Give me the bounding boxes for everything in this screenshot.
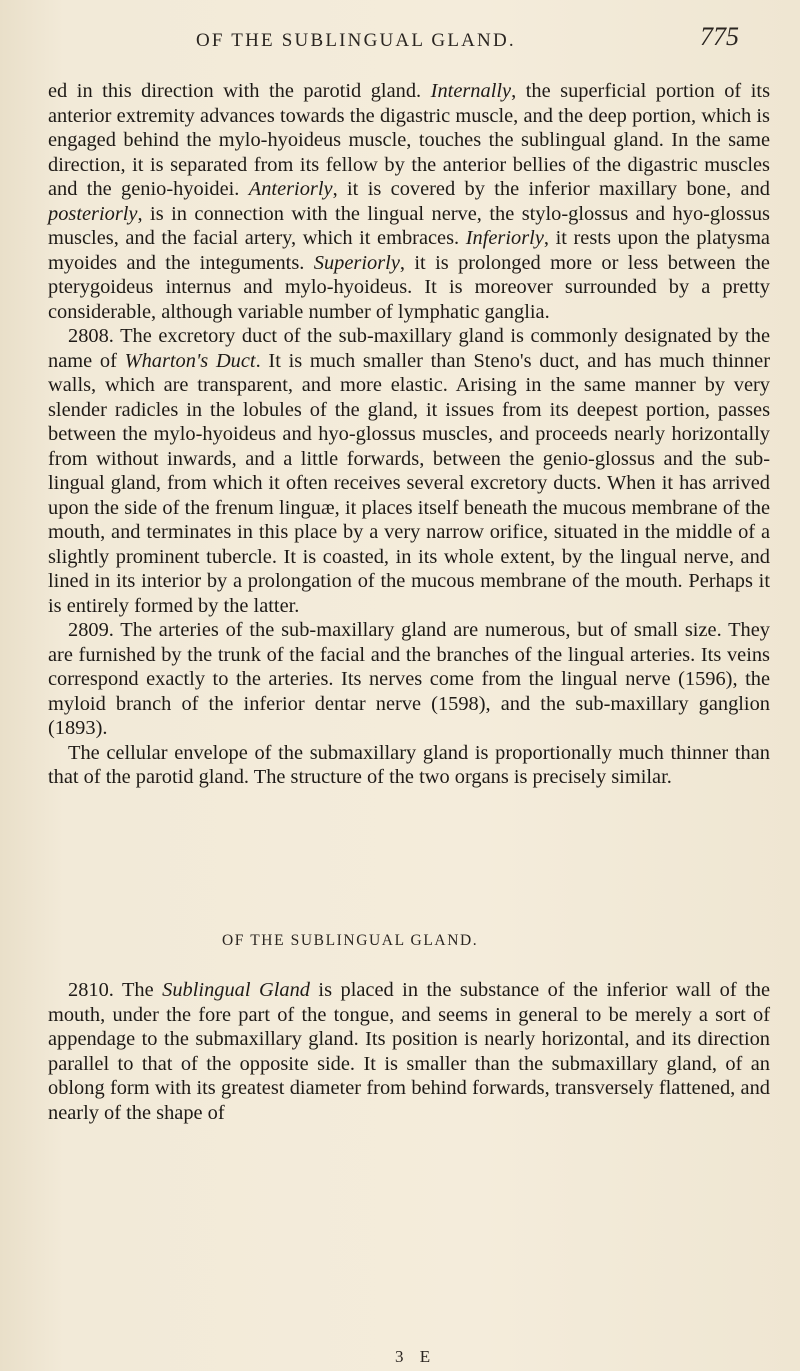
paragraph-continuation (48, 79, 770, 324)
text-run: , the superficial portion of its anterior extremity advances towards the digastric muscle, and the deep portion, which is engaged behind the mylo-hyoideus muscle, touches the sublingual gland. In the same direction, it is separated from its fellow by the anterior bellies of the digastric muscles and the genio-hyoidei. (48, 80, 771, 200)
text-run: , is in connection with the lingual nerve, the stylo-glossus and hyo-glossus muscles, and the facial artery, which it embraces. (48, 202, 770, 249)
italic-term: Superiorly (313, 251, 400, 274)
italic-term: Internally (430, 80, 512, 102)
text-run: , it is prolonged more or less between the pterygoideus internus and mylo-hyoideus. It is moreover surrounded by a pretty considerable, although variable number of lymphatic ganglia. (48, 251, 770, 323)
italic-term: Wharton's Duct (124, 349, 256, 372)
paragraph-2809 (48, 618, 770, 741)
paragraph-2810 (48, 978, 770, 1126)
text-run: , it rests upon the platysma myoides and the integuments. (48, 227, 770, 274)
text-run: 2809. The arteries of the sub-maxillary gland are numerous, but of small size. They are furnished by the trunk of the facial and the branches of the lingual arteries. Its veins correspond exactly to the arteries. Its nerves come from the lingual nerve (1596), the myloid branch of the inferior dentar nerve (1598), and the sub-maxillary ganglion (1893). (48, 619, 770, 739)
text-run: is placed in the substance of the inferior wall of the mouth, under the fore part of the tongue, and seems in general to be merely a sort of appendage to the submaxillary gland. Its position is nearly horizontal, and its direction parallel to that of the opposite side. It is smaller than the submaxillary gland, of an oblong form with its greatest diameter from behind forwards, transversely flattened, and nearly of the shape of (48, 979, 770, 1124)
italic-term: Sublingual Gland (162, 979, 310, 1001)
italic-term: Anteriorly (248, 178, 333, 200)
body-text (48, 79, 770, 790)
text-run: 2810. The (68, 979, 163, 1001)
signature-mark: 3 E (395, 1347, 437, 1366)
text-run: . It is much smaller than Steno's duct, and has much thinner walls, which are transparent, and more elastic. Arising in the same manner by very slender radicles in the lobules of the gland, it issues from its deepest portion, passes between the mylo-hyoideus and hyo-glossus muscles, and proceeds nearly horizontally from without inwards, and a little forwards, between the genio-glossus and the sub-lingual gland, from which it often receives several excretory ducts. When it has arrived upon the side of the frenum linguæ, it places itself beneath the mucous membrane of the mouth, and terminates in this place by a very narrow orifice, situated in the middle of a slightly prominent tubercle. It is coasted, in its whole extent, by the lingual nerve, and lined in its interior by a prolongation of the mucous membrane of the mouth. Perhaps it is entirely formed by the latter. (48, 349, 770, 617)
running-head: OF THE SUBLINGUAL GLAND. (196, 30, 516, 51)
text-run: 2808. The excretory duct of the sub-maxillary gland is commonly designated by the name of (48, 325, 770, 372)
section-text (48, 978, 770, 1126)
paragraph-cellular-envelope (48, 741, 770, 790)
section-heading: OF THE SUBLINGUAL GLAND. (222, 932, 479, 949)
italic-term: Inferiorly (465, 227, 544, 249)
page-number: 775 (700, 22, 739, 51)
paragraph-2808 (48, 324, 770, 618)
text-run: The cellular envelope of the submaxillary gland is proportionally much thinner than that of the parotid gland. The structure of the two organs is precisely similar. (48, 741, 770, 788)
text-run: , it is covered by the inferior maxillary bone, and (332, 178, 770, 200)
italic-term: posteriorly (48, 202, 138, 225)
text-run: ed in this direction with the parotid gland. (48, 80, 431, 102)
